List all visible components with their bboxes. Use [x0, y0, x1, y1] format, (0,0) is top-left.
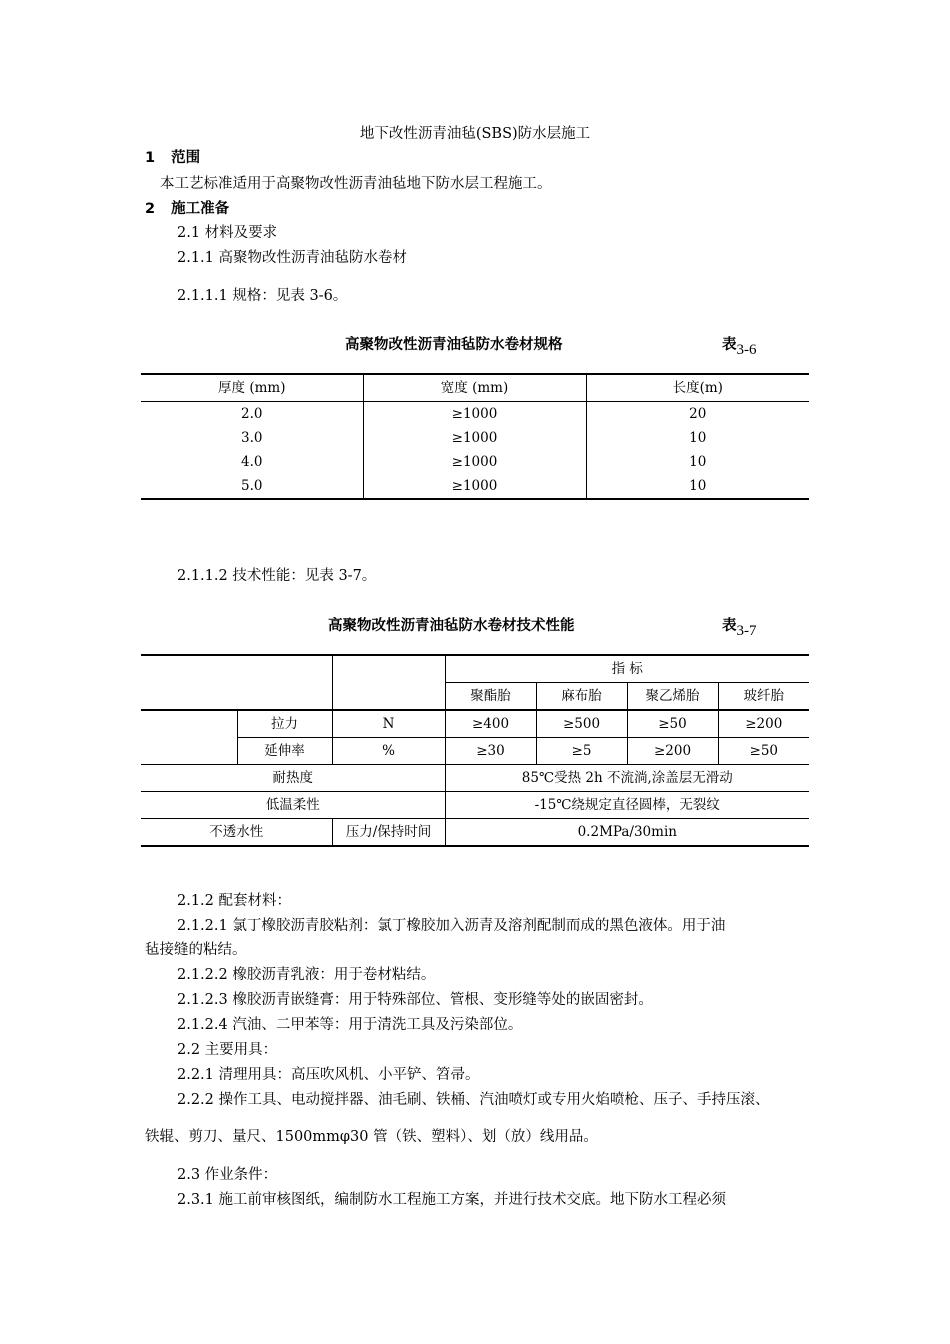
cell: 2.0 [141, 402, 363, 427]
cell: ≥5 [536, 738, 627, 765]
table-3-7 [141, 654, 809, 847]
cell: 10 [689, 430, 707, 446]
header-indicator: 指 标 [445, 655, 809, 683]
table-row [141, 792, 809, 819]
table-3-6-label: 表3-6 [722, 337, 757, 358]
table-row [141, 819, 809, 847]
document-title: 地下改性沥青油毡(SBS)防水层施工 [359, 126, 591, 142]
section-2-title: 施工准备 [171, 201, 230, 217]
clause-2-1-2-1: 2.1.2.1 氯丁橡胶沥青胶粘剂：氯丁橡胶加入沥青及溶剂配制而成的黑色液体。用于油 [177, 918, 726, 934]
table-3-7-label: 表3-7 [722, 618, 757, 639]
header-blank-unit [332, 655, 445, 710]
table-row [141, 450, 809, 474]
table-header-row [141, 655, 809, 683]
cell: ≥1000 [363, 426, 586, 450]
row-label-heat-resistance: 耐热度 [141, 765, 445, 792]
section-2-number: 2 [145, 201, 156, 217]
table-header-row [141, 374, 809, 402]
cell: ≥200 [718, 710, 809, 738]
col-header-length: 长度(m) [586, 374, 809, 402]
clause-2-1-2-3: 2.1.2.3 橡胶沥青嵌缝膏：用于特殊部位、管根、变形缝等处的嵌固密封。 [177, 992, 653, 1008]
cell: ≥500 [536, 710, 627, 738]
row-label-low-temp-flexibility: 低温柔性 [141, 792, 445, 819]
cell: 85℃受热 2h 不流淌,涂盖层无滑动 [445, 765, 809, 792]
clause-2-1-1: 2.1.1 高聚物改性沥青油毡防水卷材 [177, 250, 408, 266]
section-1-body: 本工艺标准适用于高聚物改性沥青油毡地下防水层工程施工。 [160, 176, 552, 192]
unit-tension: N [332, 710, 445, 738]
clause-2-2-1: 2.2.1 清理用具：高压吹风机、小平铲、笤帚。 [177, 1067, 480, 1083]
unit-impermeability: 压力/保持时间 [332, 819, 445, 847]
cell: ≥400 [445, 710, 536, 738]
clause-2-2-2-cont: 铁辊、剪刀、量尺、1500mmφ30 管（铁、塑料）、划（放）线用品。 [145, 1129, 598, 1145]
clause-2-2: 2.2 主要用具： [177, 1042, 278, 1058]
col-header-width: 宽度 (mm) [363, 374, 586, 402]
clause-2-1-2-1-cont: 毡接缝的粘结。 [145, 942, 247, 958]
cell: ≥1000 [363, 402, 586, 427]
table-row [141, 426, 809, 450]
clause-2-1: 2.1 材料及要求 [177, 225, 278, 241]
cell: ≥50 [718, 738, 809, 765]
cell: ≥30 [445, 738, 536, 765]
table-row [141, 710, 809, 738]
table-3-7-caption: 高聚物改性沥青油毡防水卷材技术性能 [328, 618, 575, 634]
row-label-elongation: 延伸率 [237, 738, 332, 765]
clause-2-1-1-1: 2.1.1.1 规格：见表 3-6。 [177, 288, 348, 304]
cell: ≥200 [627, 738, 718, 765]
clause-2-1-2-4: 2.1.2.4 汽油、二甲苯等：用于清洗工具及污染部位。 [177, 1017, 523, 1033]
cell: 10 [689, 454, 707, 470]
cell: ≥1000 [363, 474, 586, 499]
clause-2-1-2-2: 2.1.2.2 橡胶沥青乳液：用于卷材粘结。 [177, 967, 436, 983]
col-header-polyethylene: 聚乙烯胎 [627, 683, 718, 711]
table-3-6 [141, 373, 809, 500]
clause-2-1-1-2: 2.1.1.2 技术性能：见表 3-7。 [177, 568, 377, 584]
clause-2-1-2: 2.1.2 配套材料： [177, 893, 292, 909]
cell: 4.0 [141, 450, 363, 474]
cell: 5.0 [141, 474, 363, 499]
cell: ≥50 [627, 710, 718, 738]
table-row [141, 765, 809, 792]
cell-blank [141, 710, 237, 765]
col-header-thickness: 厚度 (mm) [141, 374, 363, 402]
col-header-fiberglass: 玻纤胎 [718, 683, 809, 711]
col-header-polyester: 聚酯胎 [445, 683, 536, 711]
clause-2-3: 2.3 作业条件： [177, 1167, 278, 1183]
clause-2-3-1: 2.3.1 施工前审核图纸，编制防水工程施工方案，并进行技术交底。地下防水工程必须 [177, 1192, 727, 1208]
unit-elongation: % [332, 738, 445, 765]
table-row [141, 474, 809, 499]
section-1-title: 范围 [171, 150, 201, 166]
row-label-impermeability: 不透水性 [141, 819, 332, 847]
table-row [141, 738, 809, 765]
section-1-heading [145, 148, 200, 168]
cell: 3.0 [141, 426, 363, 450]
cell: ≥1000 [363, 450, 586, 474]
col-header-jute: 麻布胎 [536, 683, 627, 711]
row-label-tension: 拉力 [237, 710, 332, 738]
section-2-heading [145, 199, 229, 219]
cell: 10 [586, 474, 809, 499]
cell: -15℃绕规定直径圆棒，无裂纹 [445, 792, 809, 819]
cell: 0.2MPa/30min [445, 819, 809, 847]
cell: 20 [689, 406, 707, 422]
section-1-number: 1 [145, 150, 156, 166]
table-row [141, 402, 809, 427]
header-blank [141, 655, 332, 710]
table-3-6-caption: 高聚物改性沥青油毡防水卷材规格 [345, 337, 563, 353]
clause-2-2-2: 2.2.2 操作工具、电动搅拌器、油毛刷、铁桶、汽油喷灯或专用火焰喷枪、压子、手持压滚、 [177, 1092, 770, 1108]
